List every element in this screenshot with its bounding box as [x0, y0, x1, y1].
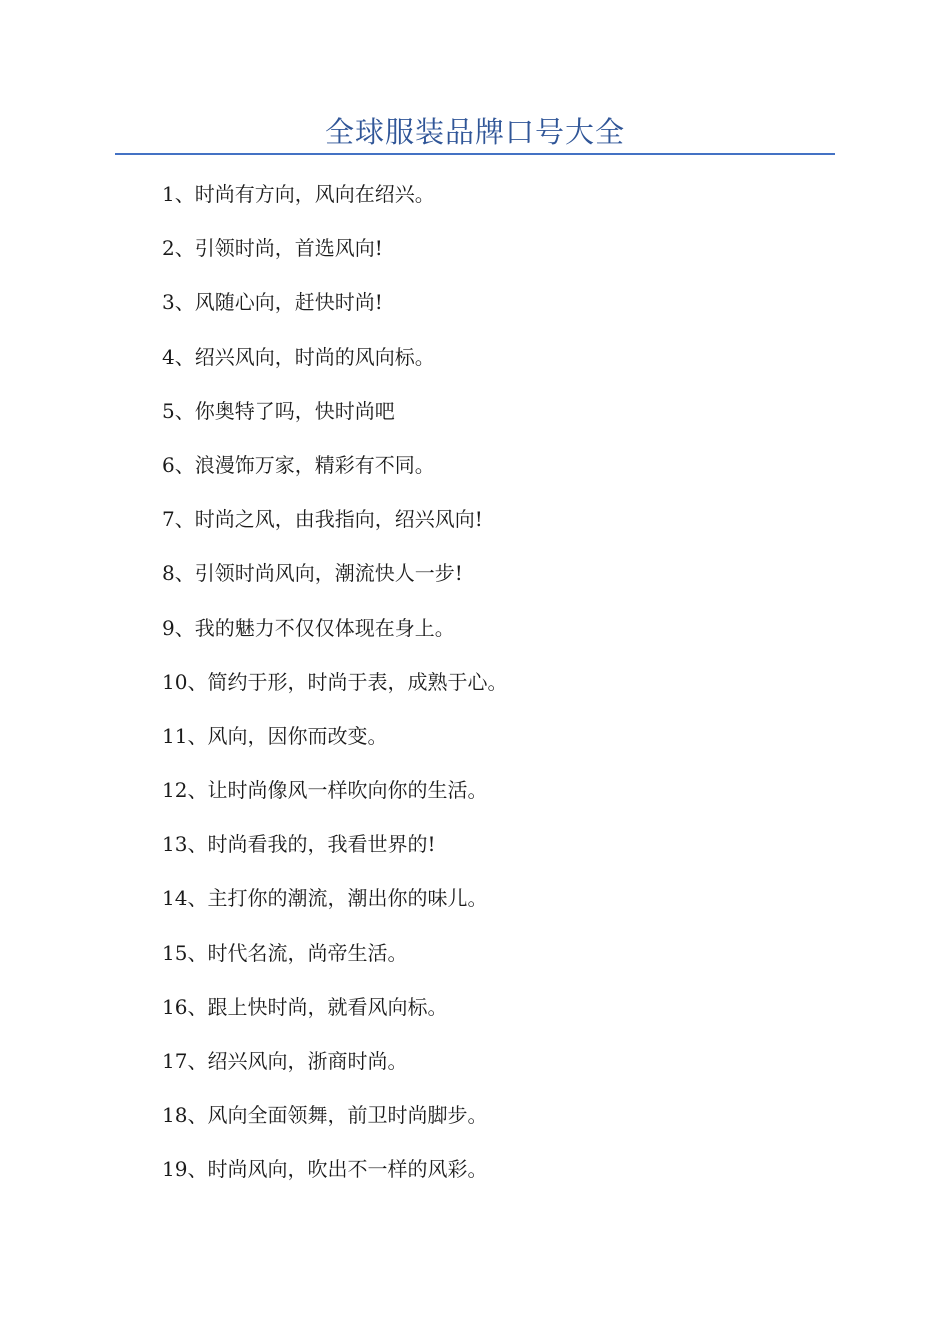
title-underline [115, 153, 835, 155]
slogan-item: 17、绍兴风向，浙商时尚。 [162, 1049, 408, 1073]
slogan-item: 4、绍兴风向，时尚的风向标。 [162, 344, 435, 369]
slogan-item: 1、时尚有方向，风向在绍兴。 [162, 182, 435, 206]
slogan-item: 9、我的魅力不仅仅体现在身上。 [162, 615, 455, 640]
slogan-item: 5、你奥特了吗，快时尚吧 [162, 398, 395, 423]
slogan-item: 19、时尚风向，吹出不一样的风彩。 [162, 1157, 488, 1182]
slogan-item: 8、引领时尚风向，潮流快人一步! [162, 561, 463, 586]
slogan-item: 16、跟上快时尚，就看风向标。 [162, 994, 448, 1019]
slogan-item: 18、风向全面领舞，前卫时尚脚步。 [162, 1103, 488, 1128]
slogan-item: 15、时代名流，尚帝生活。 [162, 940, 408, 965]
document-title: 全球服装品牌口号大全 [324, 115, 625, 149]
slogan-item: 12、让时尚像风一样吹向你的生活。 [162, 778, 488, 803]
slogan-item: 3、风随心向，赶快时尚! [162, 290, 383, 315]
slogan-item: 2、引领时尚，首选风向! [162, 236, 383, 261]
slogan-item: 14、主打你的潮流，潮出你的味儿。 [162, 886, 488, 911]
slogan-item: 11、风向，因你而改变。 [162, 723, 388, 748]
slogan-item: 6、浪漫饰万家，精彩有不同。 [162, 452, 435, 477]
slogan-item: 10、简约于形，时尚于表，成熟于心。 [162, 669, 508, 694]
slogan-list [162, 176, 507, 1206]
slogan-item: 13、时尚看我的，我看世界的! [162, 832, 436, 857]
slogan-item: 7、时尚之风，由我指向，绍兴风向! [162, 507, 483, 532]
